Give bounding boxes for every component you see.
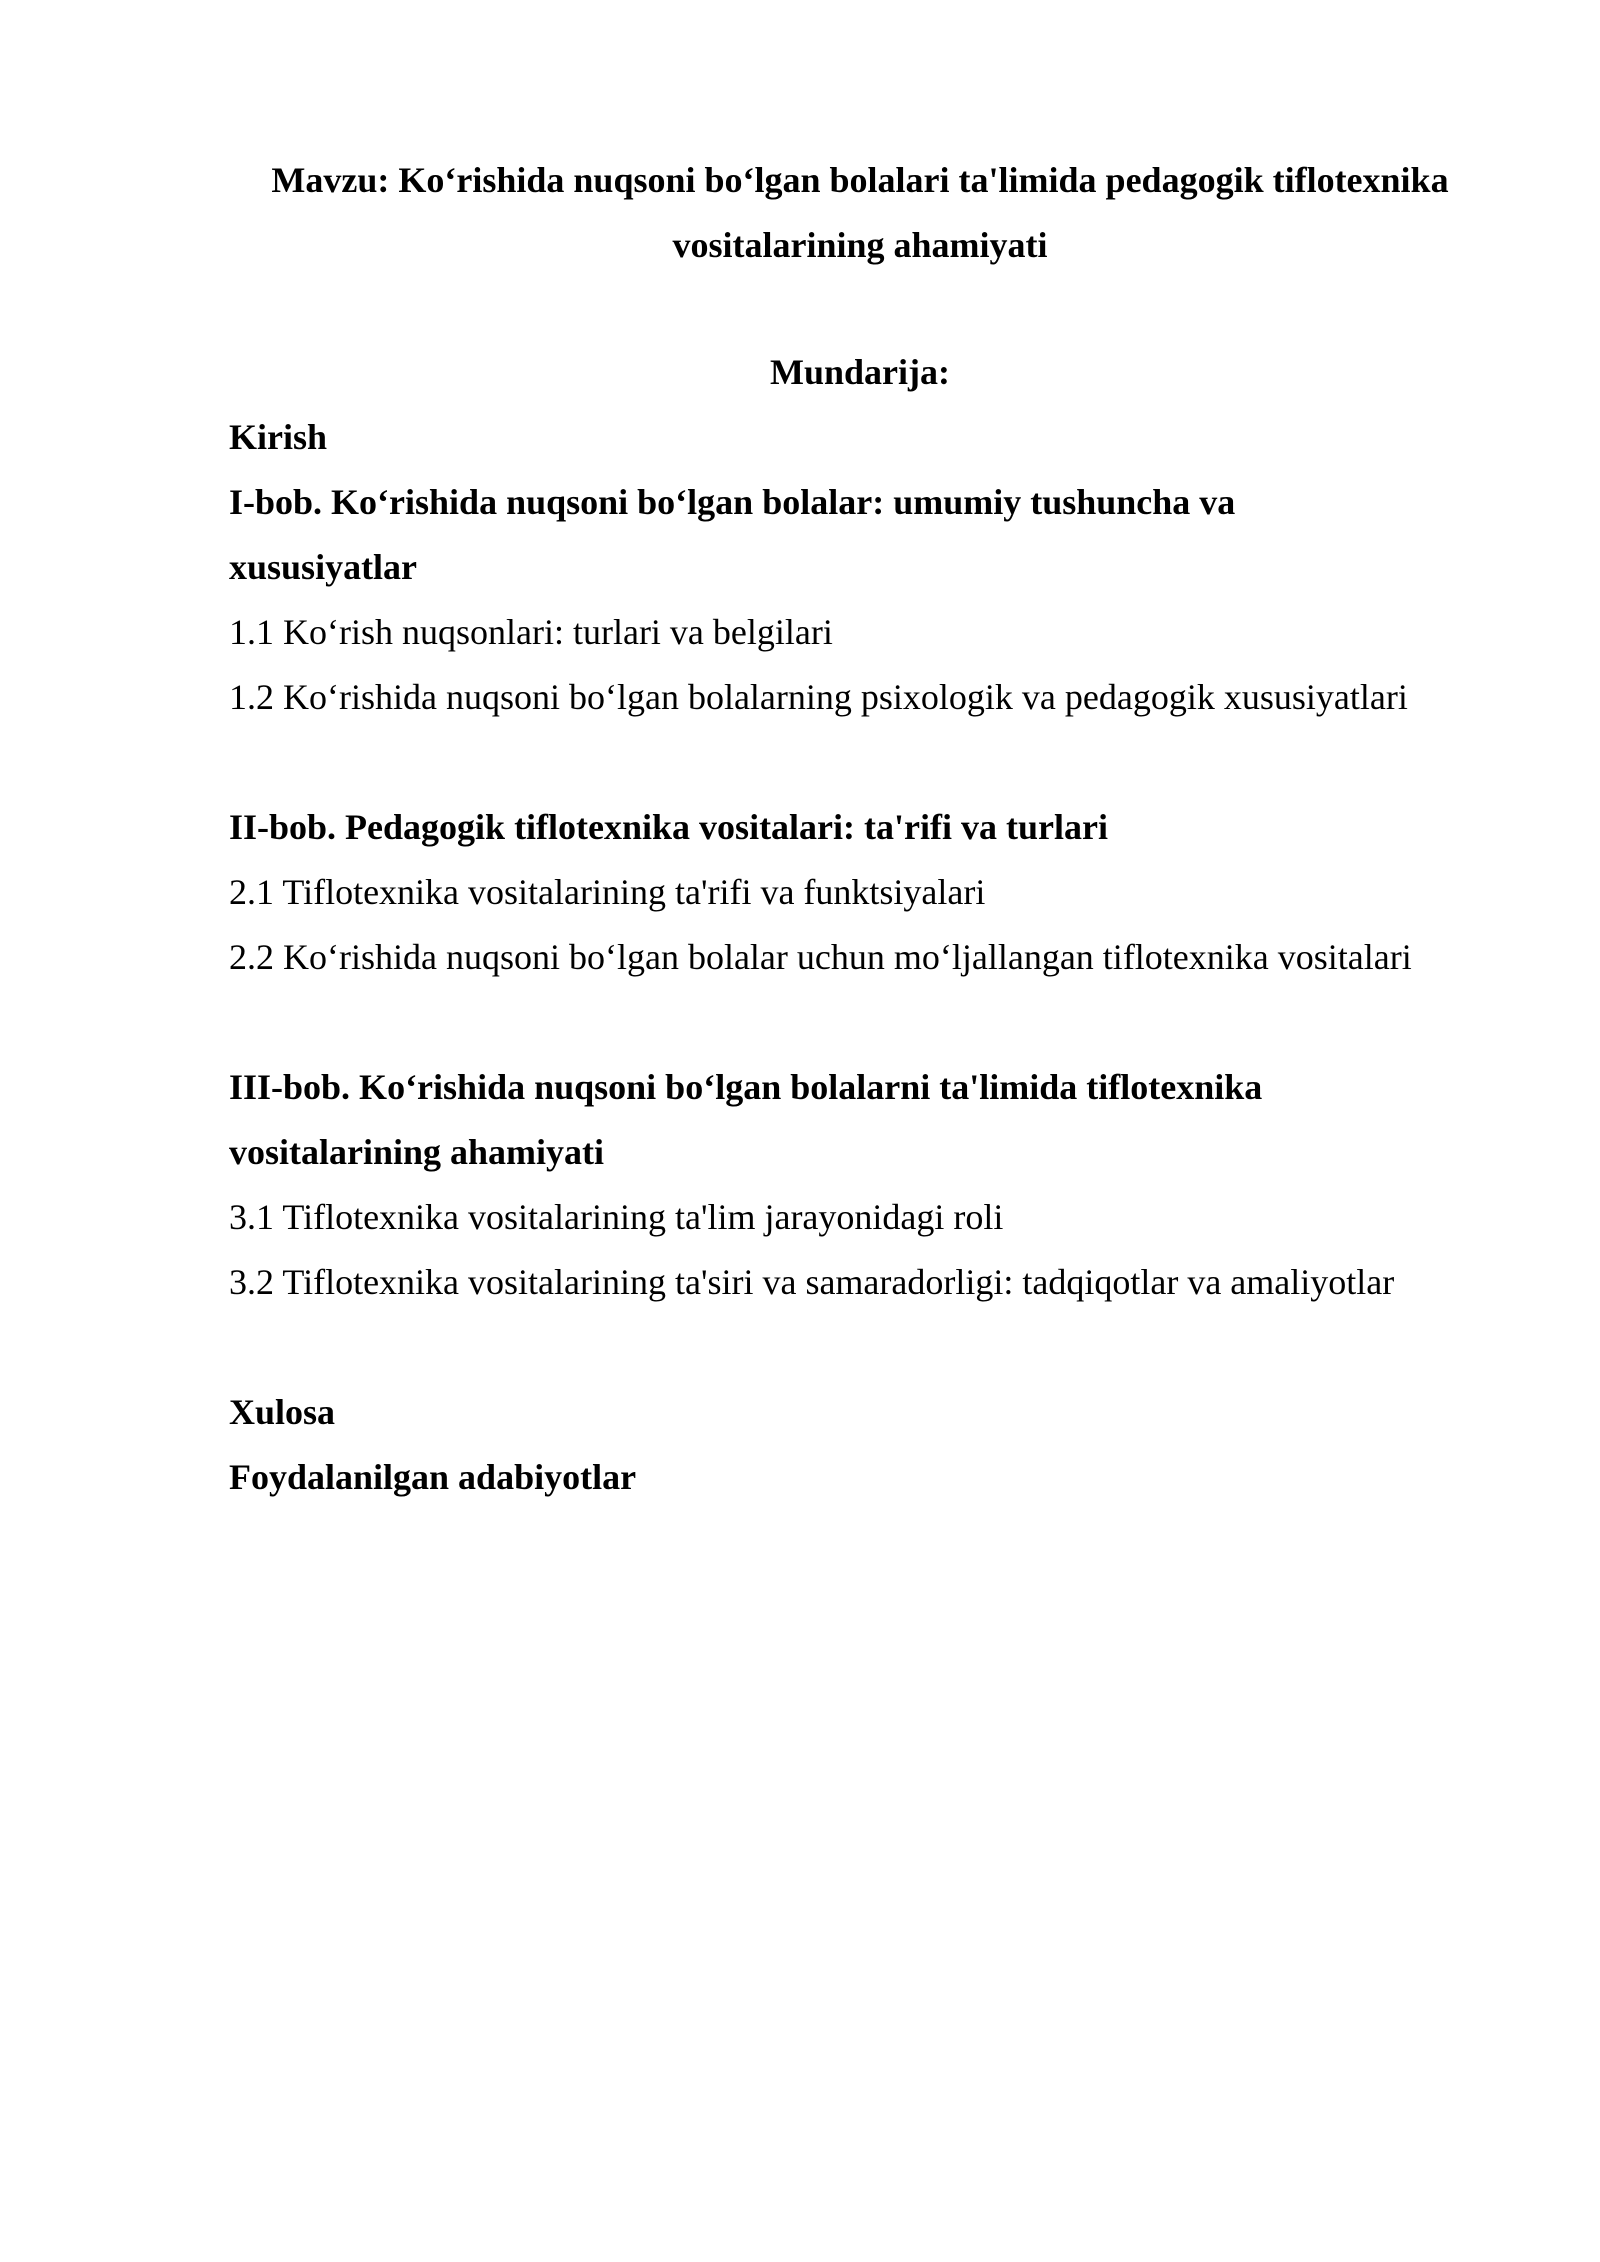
toc-item-introduction: Kirish: [229, 417, 328, 457]
toc-item-references: Foydalanilgan adabiyotlar: [229, 1457, 637, 1497]
toc-item-section-2-2: 2.2 Ko‘rishida nuqsoni bo‘lgan bolalar uchun mo‘ljallangan tiflotexnika vositalari: [229, 937, 1412, 977]
toc-heading: Mundarija:: [770, 352, 950, 392]
toc-item-chapter-2: II-bob. Pedagogik tiflotexnika vositalari: ta'rifi va turlari: [229, 807, 1108, 847]
toc-item-chapter-1: I-bob. Ko‘rishida nuqsoni bo‘lgan bolalar: umumiy tushuncha va xususiyatlar: [229, 482, 1236, 587]
toc-item-conclusion: Xulosa: [229, 1392, 336, 1432]
toc-item-section-1-2: 1.2 Ko‘rishida nuqsoni bo‘lgan bolalarning psixologik va pedagogik xususiyatlari: [229, 677, 1408, 717]
document-title: Mavzu: Ko‘rishida nuqsoni bo‘lgan bolalari ta'limida pedagogik tiflotexnika vositalarining ahamiyati: [271, 160, 1449, 265]
table-of-contents: [229, 405, 1529, 1510]
toc-item-section-3-1: 3.1 Tiflotexnika vositalarining ta'lim jarayonidagi roli: [229, 1197, 1004, 1237]
toc-item-chapter-3: III-bob. Ko‘rishida nuqsoni bo‘lgan bolalarni ta'limida tiflotexnika vositalarining ahamiyati: [229, 1067, 1263, 1172]
toc-item-section-2-1: 2.1 Tiflotexnika vositalarining ta'rifi va funktsiyalari: [229, 872, 986, 912]
toc-item-section-1-1: 1.1 Ko‘rish nuqsonlari: turlari va belgilari: [229, 612, 833, 652]
toc-item-section-3-2: 3.2 Tiflotexnika vositalarining ta'siri va samaradorligi: tadqiqotlar va amaliyotlar: [229, 1262, 1395, 1302]
